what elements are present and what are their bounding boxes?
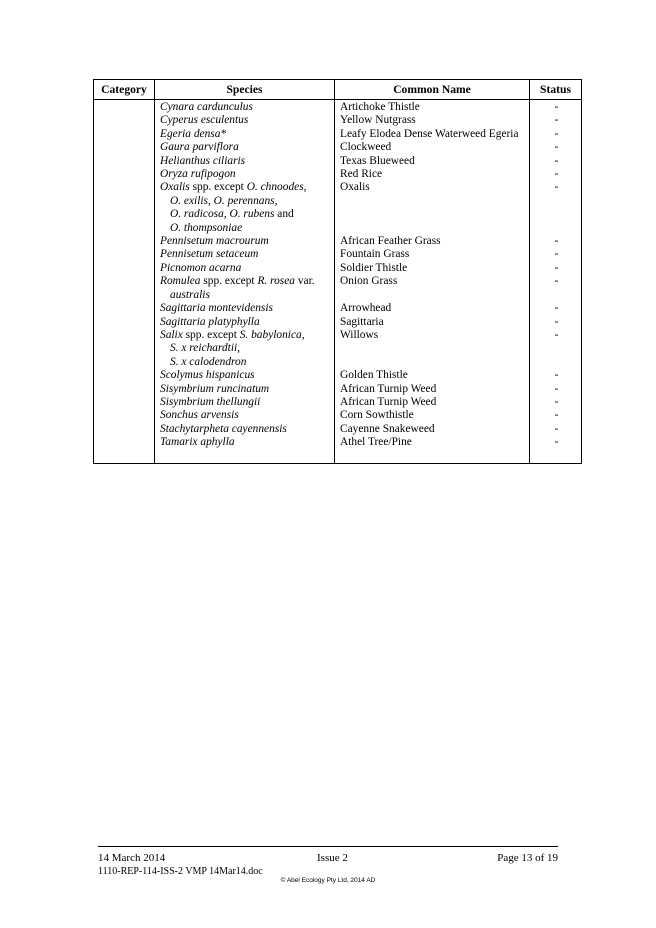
status-cell: - xyxy=(530,329,582,369)
species-qualifier: spp. except xyxy=(189,181,247,194)
common-name-cell: African Feather Grass xyxy=(335,235,530,248)
table-row xyxy=(94,181,582,235)
table-row xyxy=(94,436,582,464)
status-cell: - xyxy=(530,409,582,422)
species-qualifier: spp. except xyxy=(200,275,258,288)
status-cell: - xyxy=(530,100,582,115)
category-cell xyxy=(94,248,155,261)
common-name-cell: Corn Sowthistle xyxy=(335,409,530,422)
footer-issue: Issue 2 xyxy=(317,852,348,864)
species-cell xyxy=(155,275,335,302)
table-row xyxy=(94,155,582,168)
footer-row xyxy=(98,852,558,865)
table-row xyxy=(94,235,582,248)
category-cell xyxy=(94,302,155,315)
species-cell: Egeria densa* xyxy=(155,128,335,141)
species-exception: S. babylonica, xyxy=(239,328,305,341)
table-row xyxy=(94,383,582,396)
table-row xyxy=(94,114,582,127)
common-name-cell: Willows xyxy=(335,329,530,369)
status-cell: - xyxy=(530,316,582,329)
category-cell xyxy=(94,181,155,235)
species-exception: R. rosea xyxy=(257,275,295,288)
species-exception: S. x calodendron xyxy=(170,355,247,368)
status-cell: - xyxy=(530,128,582,141)
status-cell: - xyxy=(530,248,582,261)
species-cell: Cyperus esculentus xyxy=(155,114,335,127)
species-exception: O. chnoodes, xyxy=(246,181,307,194)
common-name-cell: Athel Tree/Pine xyxy=(335,436,530,464)
table-row xyxy=(94,316,582,329)
table-row xyxy=(94,248,582,261)
species-cell: Sisymbrium runcinatum xyxy=(155,383,335,396)
footer-page-number: Page 13 of 19 xyxy=(497,852,558,864)
common-name-cell: Soldier Thistle xyxy=(335,262,530,275)
category-cell xyxy=(94,100,155,115)
category-cell xyxy=(94,141,155,154)
category-cell xyxy=(94,275,155,302)
common-name-cell: Texas Blueweed xyxy=(335,155,530,168)
table-row xyxy=(94,329,582,369)
species-cell: Gaura parviflora xyxy=(155,141,335,154)
species-cell: Oryza rufipogon xyxy=(155,168,335,181)
category-cell xyxy=(94,423,155,436)
common-name-cell: African Turnip Weed xyxy=(335,383,530,396)
species-exception: O. radicosa, O. rubens xyxy=(170,208,275,221)
status-cell: - xyxy=(530,396,582,409)
species-exception-line xyxy=(160,208,331,221)
common-name-cell: Clockweed xyxy=(335,141,530,154)
category-cell xyxy=(94,128,155,141)
category-cell xyxy=(94,235,155,248)
category-cell xyxy=(94,329,155,369)
category-cell xyxy=(94,383,155,396)
category-cell xyxy=(94,262,155,275)
species-qualifier: spp. except xyxy=(182,328,240,341)
status-cell: - xyxy=(530,235,582,248)
species-genus: Romulea xyxy=(160,275,201,288)
common-name-cell: Onion Grass xyxy=(335,275,530,302)
status-cell: - xyxy=(530,181,582,235)
table-row xyxy=(94,275,582,302)
common-name-cell: Oxalis xyxy=(335,181,530,235)
table-row xyxy=(94,423,582,436)
header-common-name: Common Name xyxy=(335,80,530,100)
category-cell xyxy=(94,436,155,464)
page-footer xyxy=(98,846,558,884)
header-species: Species xyxy=(155,80,335,100)
category-cell xyxy=(94,409,155,422)
table-row xyxy=(94,302,582,315)
species-cell: Scolymus hispanicus xyxy=(155,369,335,382)
status-cell: - xyxy=(530,141,582,154)
species-genus: Oxalis xyxy=(160,181,190,194)
species-genus: Salix xyxy=(160,328,183,341)
status-cell: - xyxy=(530,275,582,302)
species-cell: Cynara cardunculus xyxy=(155,100,335,115)
category-cell xyxy=(94,168,155,181)
header-status: Status xyxy=(530,80,582,100)
species-exception: O. exilis, O. perennans, xyxy=(170,194,278,207)
common-name-cell: Red Rice xyxy=(335,168,530,181)
status-cell: - xyxy=(530,369,582,382)
footer-copyright: © Abel Ecology Pty Ltd, 2014 AD xyxy=(280,877,376,884)
common-name-cell: African Turnip Weed xyxy=(335,396,530,409)
table-row xyxy=(94,262,582,275)
status-cell: - xyxy=(530,383,582,396)
common-name-cell: Cayenne Snakeweed xyxy=(335,423,530,436)
species-table-container xyxy=(93,79,581,464)
species-cell xyxy=(155,329,335,369)
header-category: Category xyxy=(94,80,155,100)
category-cell xyxy=(94,396,155,409)
status-cell: - xyxy=(530,114,582,127)
footer-date: 14 March 2014 xyxy=(98,852,166,864)
species-cell: Pennisetum setaceum xyxy=(155,248,335,261)
species-cell: Sagittaria platyphylla xyxy=(155,316,335,329)
status-cell: - xyxy=(530,436,582,464)
status-cell: - xyxy=(530,155,582,168)
category-cell xyxy=(94,369,155,382)
common-name-cell: Golden Thistle xyxy=(335,369,530,382)
common-name-cell: Fountain Grass xyxy=(335,248,530,261)
table-row xyxy=(94,141,582,154)
species-cell: Pennisetum macrourum xyxy=(155,235,335,248)
species-cell: Picnomon acarna xyxy=(155,262,335,275)
table-header-row xyxy=(94,80,582,100)
species-cell: Stachytarpheta cayennensis xyxy=(155,423,335,436)
status-cell: - xyxy=(530,302,582,315)
table-row xyxy=(94,100,582,115)
species-conjunction: and xyxy=(274,208,294,221)
species-cell: Sonchus arvensis xyxy=(155,409,335,422)
species-cell: Helianthus ciliaris xyxy=(155,155,335,168)
species-cell: Tamarix aphylla xyxy=(155,436,335,464)
common-name-cell: Artichoke Thistle xyxy=(335,100,530,115)
table-row xyxy=(94,409,582,422)
status-cell: - xyxy=(530,423,582,436)
species-table xyxy=(93,79,582,464)
status-cell: - xyxy=(530,262,582,275)
table-row xyxy=(94,369,582,382)
table-row xyxy=(94,396,582,409)
category-cell xyxy=(94,114,155,127)
species-qualifier: var. xyxy=(294,275,315,288)
category-cell xyxy=(94,316,155,329)
footer-doc-ref: 1110-REP-114-ISS-2 VMP 14Mar14.doc xyxy=(98,866,263,877)
species-exception: O. thompsoniae xyxy=(170,221,243,234)
species-exception: S. x reichardtii, xyxy=(170,342,241,355)
table-row xyxy=(94,128,582,141)
species-cell: Sagittaria montevidensis xyxy=(155,302,335,315)
category-cell xyxy=(94,155,155,168)
common-name-cell: Sagittaria xyxy=(335,316,530,329)
common-name-cell: Leafy Elodea Dense Waterweed Egeria xyxy=(335,128,530,141)
species-variety: australis xyxy=(170,288,210,301)
table-row xyxy=(94,168,582,181)
status-cell: - xyxy=(530,168,582,181)
species-cell xyxy=(155,181,335,235)
common-name-cell: Yellow Nutgrass xyxy=(335,114,530,127)
species-cell: Sisymbrium thellungii xyxy=(155,396,335,409)
common-name-cell: Arrowhead xyxy=(335,302,530,315)
